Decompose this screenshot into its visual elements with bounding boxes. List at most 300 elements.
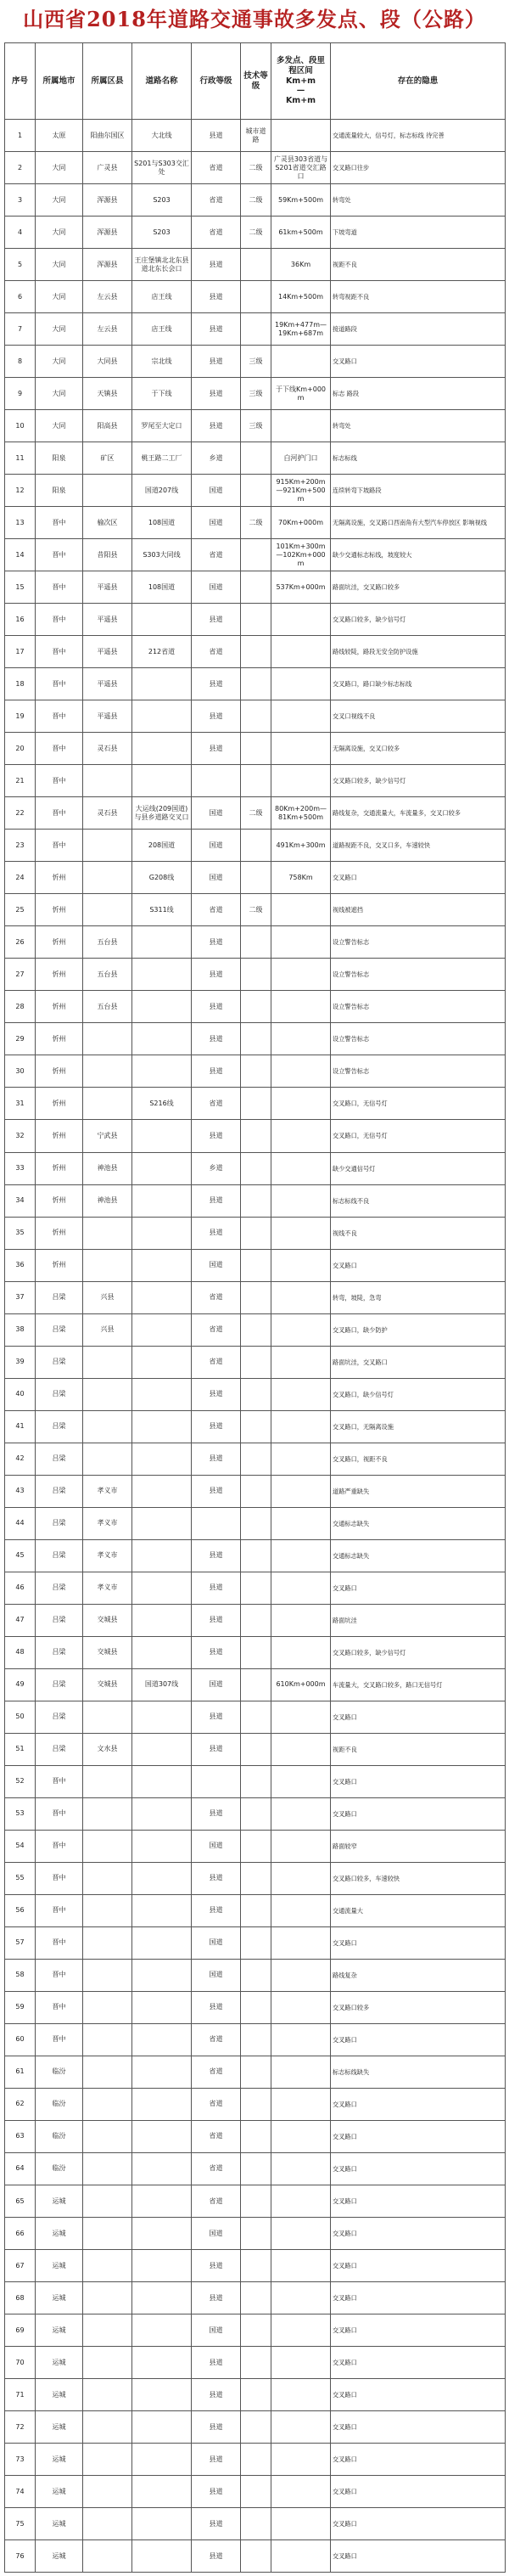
table-cell: 晋中 [36,571,83,604]
table-cell: 运城 [36,2218,83,2250]
table-cell: 于下线Km+000m [271,378,331,410]
table-cell [271,1281,331,1313]
table-cell: 11 [5,442,36,475]
table-cell: 大北线 [132,120,192,152]
table-cell [241,1217,271,1249]
table-cell: 接道路段 [331,313,506,346]
table-row [5,894,506,926]
table-frame [4,42,505,2573]
table-cell: 45 [5,1539,36,1572]
table-cell [132,1023,192,1055]
table-cell: 阳泉 [36,442,83,475]
table-cell [241,2282,271,2314]
table-cell: 忻州 [36,862,83,894]
table-cell: 晋中 [36,797,83,830]
table-cell: 县道 [192,1636,241,1668]
table-cell: 二级 [241,894,271,926]
table-row [5,1313,506,1346]
table-cell: 16 [5,604,36,636]
table-cell: 县道 [192,2250,241,2282]
table-cell: 县道 [192,120,241,152]
table-cell [83,1443,132,1475]
table-cell: 县道 [192,281,241,313]
table-cell [83,2379,132,2411]
table-cell: 运城 [36,2282,83,2314]
table-cell: 14Km+500m [271,281,331,313]
table-cell: 交叉路口，缺少信号灯 [331,1378,506,1410]
table-cell: 66 [5,2218,36,2250]
table-cell: 设立警告标志 [331,1023,506,1055]
table-cell: 69 [5,2314,36,2347]
table-cell: 乡道 [192,442,241,475]
table-cell: 左云县 [83,281,132,313]
table-cell [271,2250,331,2282]
table-cell: 省道 [192,1088,241,1120]
table-cell: 县道 [192,410,241,442]
table-cell [241,1055,271,1088]
table-cell: 孝义市 [83,1507,132,1539]
table-cell: 交叉路口 [331,2185,506,2218]
table-cell [241,1572,271,1604]
table-cell: 临汾 [36,2088,83,2120]
table-cell: 23 [5,830,36,862]
table-cell: 运城 [36,2411,83,2444]
table-cell: 忻州 [36,1184,83,1217]
table-row [5,1830,506,1862]
table-row [5,926,506,959]
table-row [5,830,506,862]
table-cell: 县道 [192,1443,241,1475]
table-cell: 运城 [36,2379,83,2411]
table-cell: 晋中 [36,2023,83,2056]
table-cell [83,1023,132,1055]
table-cell [241,1410,271,1443]
table-cell: 县道 [192,2347,241,2379]
table-cell [192,765,241,797]
table-row [5,313,506,346]
table-cell: 二级 [241,507,271,539]
table-cell: 36Km [271,249,331,281]
table-row [5,2088,506,2120]
header-cell: 多发点、段里程区间 Km+m — Km+m [271,43,331,120]
table-row [5,1668,506,1701]
table-cell [132,1055,192,1088]
table-cell: 1 [5,120,36,152]
table-cell [132,2023,192,2056]
table-cell [132,1701,192,1733]
table-cell [83,1217,132,1249]
table-cell: 县道 [192,2540,241,2573]
table-cell: 国道 [192,1830,241,1862]
table-cell [241,700,271,733]
table-row [5,2185,506,2218]
table-cell: 罗尾至大定口 [132,410,192,442]
table-cell: 县道 [192,1733,241,1765]
table-row [5,1475,506,1507]
table-cell [271,120,331,152]
table-row [5,604,506,636]
table-cell: 13 [5,507,36,539]
table-row [5,1249,506,1281]
table-cell [83,1346,132,1378]
table-cell [83,2056,132,2088]
table-cell [132,1443,192,1475]
table-cell: 路面较窄 [331,1830,506,1862]
table-cell: 广灵县 [83,152,132,184]
table-cell [83,2411,132,2444]
table-cell: 转弯，坡陡，急弯 [331,1281,506,1313]
table-cell [271,959,331,991]
table-cell [83,2476,132,2508]
table-cell: 大同 [36,152,83,184]
table-cell: 白河护门口 [271,442,331,475]
table-cell [241,1894,271,1926]
table-cell: 国道 [192,2314,241,2347]
table-cell [241,2185,271,2218]
table-row [5,217,506,249]
table-cell: 39 [5,1346,36,1378]
table-cell: 五台县 [83,959,132,991]
table-cell: 62 [5,2088,36,2120]
table-cell: 缺少交通标志标线，坡度较大 [331,539,506,571]
table-cell [271,1701,331,1733]
table-cell: 晋中 [36,1830,83,1862]
table-cell: 忻州 [36,1055,83,1088]
table-cell [241,2476,271,2508]
table-cell: 县道 [192,1184,241,1217]
table-cell: 视线被遮挡 [331,894,506,926]
table-cell: 县道 [192,249,241,281]
table-cell: 交叉路口 [331,2282,506,2314]
table-cell: 晋中 [36,1797,83,1830]
table-cell [241,1959,271,1991]
table-cell: 80Km+200m—81Km+500m [271,797,331,830]
table-cell [132,1410,192,1443]
table-cell: S201与S303交汇处 [132,152,192,184]
table-row [5,249,506,281]
table-cell: 34 [5,1184,36,1217]
table-cell: 路面坑洼，交叉路口较多 [331,571,506,604]
table-cell: 县道 [192,991,241,1023]
table-cell: 忻州 [36,1120,83,1152]
table-row [5,2250,506,2282]
table-cell: 三级 [241,346,271,378]
table-cell [241,1701,271,1733]
table-cell [271,1797,331,1830]
table-cell: 平遥县 [83,571,132,604]
table-cell: 县道 [192,2476,241,2508]
table-cell: 44 [5,1507,36,1539]
table-cell: 县道 [192,1572,241,1604]
table-cell: 交城县 [83,1668,132,1701]
table-cell [132,959,192,991]
table-row [5,475,506,507]
table-cell [271,2152,331,2185]
table-cell: 县道 [192,1701,241,1733]
table-row [5,1959,506,1991]
table-cell: 忻州 [36,1152,83,1184]
table-row [5,1378,506,1410]
table-cell: 二级 [241,797,271,830]
table-cell: 视距不良 [331,249,506,281]
table-cell: 忻州 [36,1088,83,1120]
table-cell [83,1991,132,2023]
table-row [5,2218,506,2250]
table-cell: 浑源县 [83,184,132,217]
table-cell [271,1346,331,1378]
table-cell [132,1249,192,1281]
table-cell: 省道 [192,152,241,184]
table-cell [132,2056,192,2088]
table-cell [83,862,132,894]
table-cell: 3 [5,184,36,217]
table-cell: 70 [5,2347,36,2379]
table-cell [83,1765,132,1797]
table-row [5,1410,506,1443]
table-cell: 昔阳县 [83,539,132,571]
header-cell: 序号 [5,43,36,120]
table-cell: 交通标志缺失 [331,1539,506,1572]
table-cell [271,1410,331,1443]
table-cell [271,1830,331,1862]
table-row [5,2540,506,2573]
table-cell: 县道 [192,604,241,636]
table-cell [83,2218,132,2250]
table-cell [271,1636,331,1668]
table-cell: 交叉路口较多，车速较快 [331,1862,506,1894]
table-cell: 22 [5,797,36,830]
accident-table [4,42,506,2573]
table-cell [132,604,192,636]
table-cell: 县道 [192,346,241,378]
table-cell [83,2314,132,2347]
table-cell: 10 [5,410,36,442]
table-row [5,1572,506,1604]
table-cell: 临汾 [36,2120,83,2152]
table-cell: 转弯处 [331,410,506,442]
table-cell [241,1088,271,1120]
table-cell: 交叉路口 [331,1572,506,1604]
table-cell [271,894,331,926]
table-cell: 县道 [192,313,241,346]
table-cell: 交叉路口 [331,2444,506,2476]
table-cell [83,894,132,926]
table-cell: 7 [5,313,36,346]
header-cell: 道路名称 [132,43,192,120]
table-cell [271,1443,331,1475]
table-row [5,1023,506,1055]
table-cell: 101Km+300m—102Km+000m [271,539,331,571]
table-cell: 孝义市 [83,1539,132,1572]
table-cell [241,2379,271,2411]
table-cell: 58 [5,1959,36,1991]
table-cell: 交叉路口较多，缺少信号灯 [331,765,506,797]
table-cell: 省道 [192,184,241,217]
table-cell: 大同 [36,346,83,378]
table-cell: 吕梁 [36,1636,83,1668]
table-row [5,1604,506,1636]
table-cell: 212省道 [132,636,192,668]
table-cell: 县道 [192,1894,241,1926]
table-cell: 交叉路口较多 [331,1991,506,2023]
table-row [5,1991,506,2023]
table-row [5,636,506,668]
table-cell [271,2023,331,2056]
table-cell [271,1991,331,2023]
table-cell: 33 [5,1152,36,1184]
table-cell: 阳泉 [36,475,83,507]
table-cell: 县道 [192,700,241,733]
table-cell [132,1539,192,1572]
table-cell [132,2444,192,2476]
table-cell: 交叉路口 [331,2411,506,2444]
table-cell [241,2250,271,2282]
table-cell [132,1378,192,1410]
table-cell: 50 [5,1701,36,1733]
table-cell: 交叉路口，无隔离设施 [331,1410,506,1443]
table-cell [132,668,192,700]
table-row [5,797,506,830]
table-cell [241,1604,271,1636]
table-cell [271,1120,331,1152]
table-cell [132,1475,192,1507]
table-cell: S303大同线 [132,539,192,571]
table-cell: 38 [5,1313,36,1346]
table-cell [241,2218,271,2250]
table-cell: 标志标线 [331,442,506,475]
table-cell [241,475,271,507]
header-cell: 所属地市 [36,43,83,120]
table-cell: 76 [5,2540,36,2573]
table-cell [132,1313,192,1346]
table-cell: 道路严重缺失 [331,1475,506,1507]
table-cell: 国道207线 [132,475,192,507]
table-row [5,539,506,571]
table-cell: 晋中 [36,830,83,862]
table-cell: 37 [5,1281,36,1313]
table-cell: 路面坑洼 [331,1604,506,1636]
table-cell [241,830,271,862]
table-cell [271,346,331,378]
table-cell: 二级 [241,184,271,217]
table-cell: 晋中 [36,700,83,733]
table-cell [271,2411,331,2444]
table-row [5,2347,506,2379]
table-cell: 大运线(209国道)与县乡道路交叉口 [132,797,192,830]
table-cell: 榆次区 [83,507,132,539]
table-cell [271,2314,331,2347]
table-cell [83,1830,132,1862]
table-cell: 108国道 [132,571,192,604]
table-cell: 国道 [192,571,241,604]
table-cell: 国道 [192,830,241,862]
table-cell [241,604,271,636]
table-cell: 18 [5,668,36,700]
table-cell [241,571,271,604]
table-cell: 忻州 [36,959,83,991]
table-cell: 县道 [192,1217,241,1249]
table-cell [132,2411,192,2444]
table-cell: 县道 [192,378,241,410]
table-cell [132,1765,192,1797]
table-cell [83,2250,132,2282]
table-cell: 53 [5,1797,36,1830]
table-cell: 阳曲尔国区 [83,120,132,152]
table-row [5,346,506,378]
table-cell: 省道 [192,2120,241,2152]
table-row [5,120,506,152]
table-cell: 忻州 [36,1217,83,1249]
table-row [5,1443,506,1475]
table-row [5,2056,506,2088]
table-cell [241,1378,271,1410]
table-cell: 52 [5,1765,36,1797]
table-cell: 王庄堡镇北北东县道北东长会口 [132,249,192,281]
table-cell: 浑源县 [83,249,132,281]
table-cell [83,1894,132,1926]
table-cell: 交叉路口，无信号灯 [331,1088,506,1120]
table-cell [132,1926,192,1959]
table-cell [271,1184,331,1217]
table-cell: 29 [5,1023,36,1055]
table-cell: 19 [5,700,36,733]
table-cell [241,1733,271,1765]
table-row [5,2282,506,2314]
table-cell [132,926,192,959]
table-cell [132,1959,192,1991]
table-cell: 吕梁 [36,1378,83,1410]
table-cell: 2 [5,152,36,184]
table-cell [132,2218,192,2250]
table-cell [241,1830,271,1862]
table-row [5,1862,506,1894]
table-cell [132,765,192,797]
table-cell: 57 [5,1926,36,1959]
table-cell [132,2152,192,2185]
table-cell: 晋中 [36,765,83,797]
table-cell [132,2185,192,2218]
table-cell: 晋中 [36,604,83,636]
table-cell: S216线 [132,1088,192,1120]
table-row [5,2120,506,2152]
table-cell: 74 [5,2476,36,2508]
table-cell: 吕梁 [36,1443,83,1475]
table-cell: 无隔离设施，交叉口较多 [331,733,506,765]
table-cell: 兴县 [83,1313,132,1346]
table-cell: 68 [5,2282,36,2314]
table-cell: 大同县 [83,346,132,378]
table-cell: 国道 [192,2218,241,2250]
table-row [5,1539,506,1572]
table-cell [83,830,132,862]
table-cell: 连续转弯下坡路段 [331,475,506,507]
table-cell: 交叉路口 [331,1701,506,1733]
table-cell: 忻州 [36,1249,83,1281]
table-cell: 交叉路口 [331,1797,506,1830]
table-cell: 交叉路口较多，缺少信号灯 [331,1636,506,1668]
table-cell [241,1184,271,1217]
table-cell [241,959,271,991]
table-cell [271,765,331,797]
table-cell: 平遥县 [83,636,132,668]
table-cell [271,1023,331,1055]
table-cell: 大同 [36,184,83,217]
table-cell [83,2152,132,2185]
table-cell: 758Km [271,862,331,894]
table-cell [241,2540,271,2573]
table-cell: 915Km+200m—921Km+500m [271,475,331,507]
table-cell [132,1797,192,1830]
